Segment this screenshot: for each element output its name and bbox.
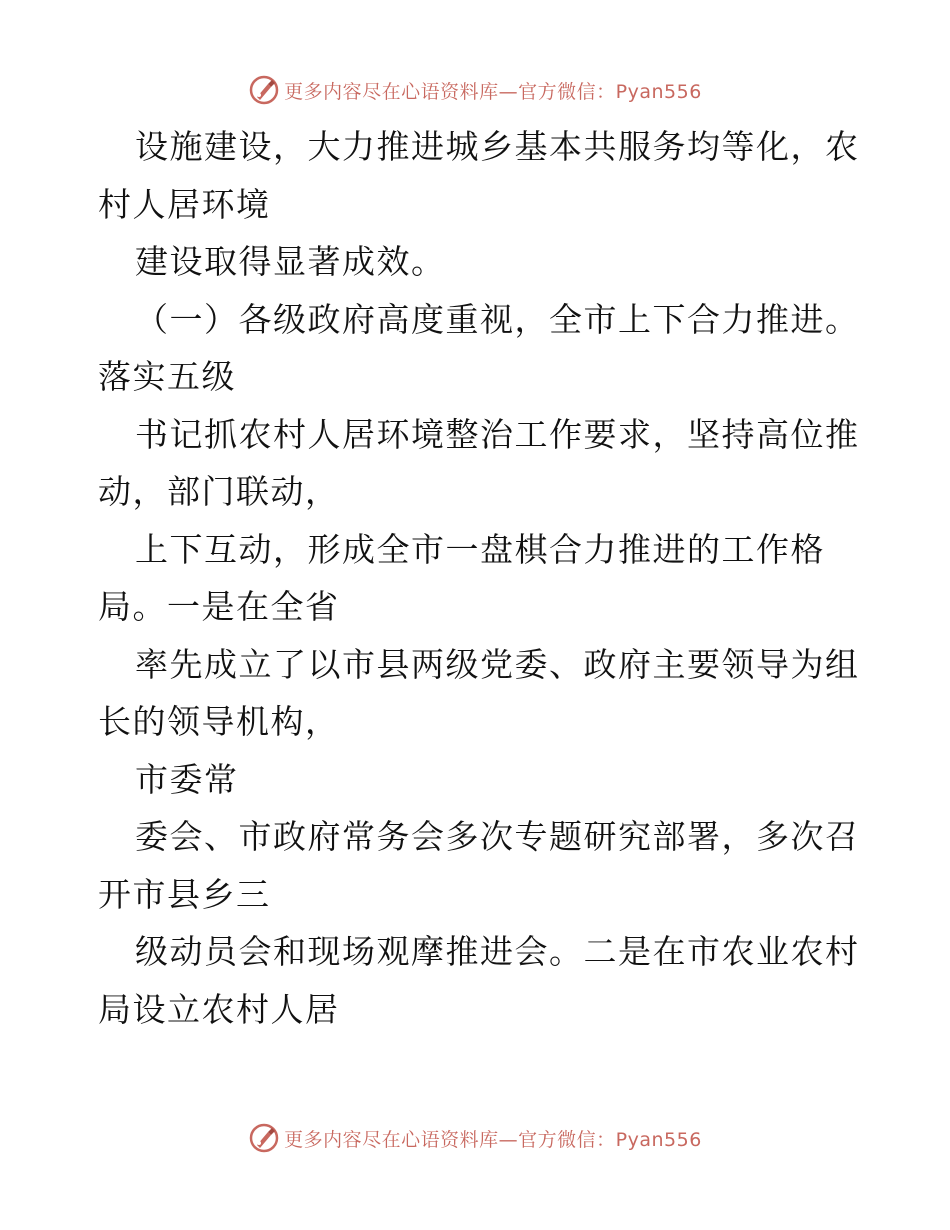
text-line: 落实五级 xyxy=(98,357,236,396)
pen-logo-icon xyxy=(248,74,280,106)
text-line: （一）各级政府高度重视，全市上下合力推进。 xyxy=(135,299,860,339)
text-line: 村人居环境 xyxy=(98,184,271,224)
text-line: 设施建设，大力推进城乡基本共服务均等化，农 xyxy=(135,127,860,166)
watermark-banner-bottom xyxy=(0,1118,950,1158)
text-line: 开市县乡三 xyxy=(98,874,271,914)
watermark-text: 更多内容尽在心语资料库—官方微信：Pyan556 xyxy=(284,80,702,103)
text-line: 书记抓农村人居环境整治工作要求，坚持高位推 xyxy=(135,414,860,454)
text-line: 长的领导机构， xyxy=(98,702,340,741)
text-line: 动，部门联动， xyxy=(98,472,340,511)
text-line: 委会、市政府常务会多次专题研究部署，多次召 xyxy=(135,817,860,856)
text-line: 率先成立了以市县两级党委、政府主要领导为组 xyxy=(135,644,860,684)
text-line: 上下互动，形成全市一盘棋合力推进的工作格 xyxy=(135,529,825,569)
text-line: 级动员会和现场观摩推进会。二是在市农业农村 xyxy=(135,932,860,971)
text-line: 建设取得显著成效。 xyxy=(135,242,446,281)
pen-logo-icon xyxy=(248,1122,280,1154)
watermark-text: 更多内容尽在心语资料库—官方微信：Pyan556 xyxy=(284,1128,702,1151)
document-body xyxy=(98,118,858,1038)
text-line: 市委常 xyxy=(135,759,239,799)
text-line: 局设立农村人居 xyxy=(98,989,340,1029)
watermark-banner-top xyxy=(0,70,950,110)
text-line: 局。一是在全省 xyxy=(98,587,340,626)
